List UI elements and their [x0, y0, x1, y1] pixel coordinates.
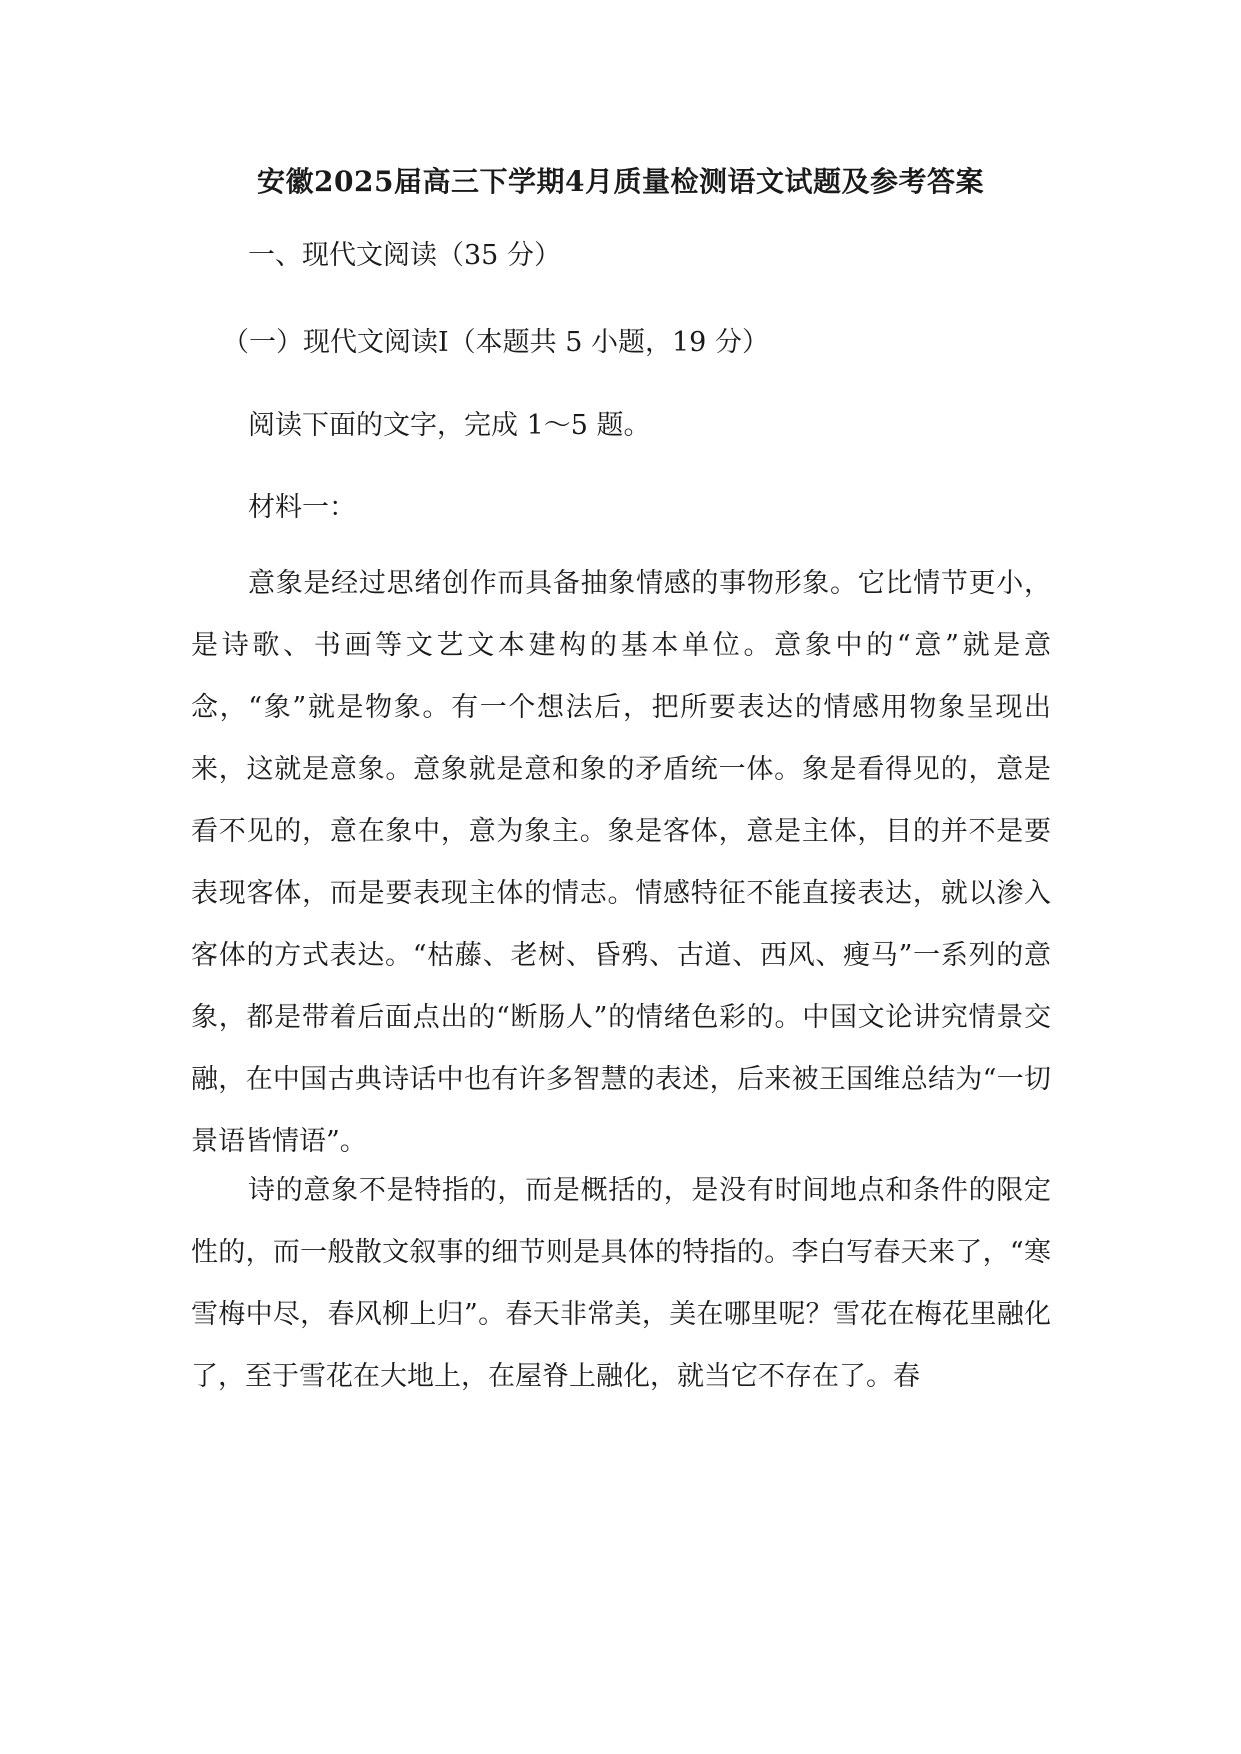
paragraph-2: 诗的意象不是特指的，而是概括的，是没有时间地点和条件的限定性的，而一般散文叙事的细节则是具体的特指的。李白写春天来了，“寒雪梅中尽，春风柳上归”。春天非常美，美在哪里呢？雪花在梅花里融化了，至于雪花在大地上，在屋脊上融化，就当它不存在了。春: [191, 1175, 1051, 1392]
paragraph-1: 意象是经过思绪创作而具备抽象情感的事物形象。它比情节更小，是诗歌、书画等文艺文本建构的基本单位。意象中的“意”就是意念，“象”就是物象。有一个想法后，把所要表达的情感用物象呈现出来，这就是意象。意象就是意和象的矛盾统一体。象是看得见的，意是看不见的，意在象中，意为象主。象是客体，意是主体，目的并不是要表现客体，而是要表现主体的情志。情感特征不能直接表达，就以渗入客体的方式表达。“枯藤、老树、昏鸦、古道、西风、瘦马”一系列的意象，都是带着后面点出的“断肠人”的情绪色彩的。中国文论讲究情景交融，在中国古典诗话中也有许多智慧的表述，后来被王国维总结为“一切景语皆情语”。: [191, 568, 1051, 1157]
subsection-heading: （一）现代文阅读Ⅰ（本题共 5 小题，19 分）: [222, 327, 769, 358]
page-title: 安徽2025届高三下学期4月质量检测语文试题及参考答案: [257, 165, 984, 198]
material-label: 材料一：: [248, 492, 356, 523]
instruction-text: 阅读下面的文字，完成 1～5 题。: [248, 410, 651, 441]
section-heading: 一、现代文阅读（35 分）: [248, 240, 561, 271]
